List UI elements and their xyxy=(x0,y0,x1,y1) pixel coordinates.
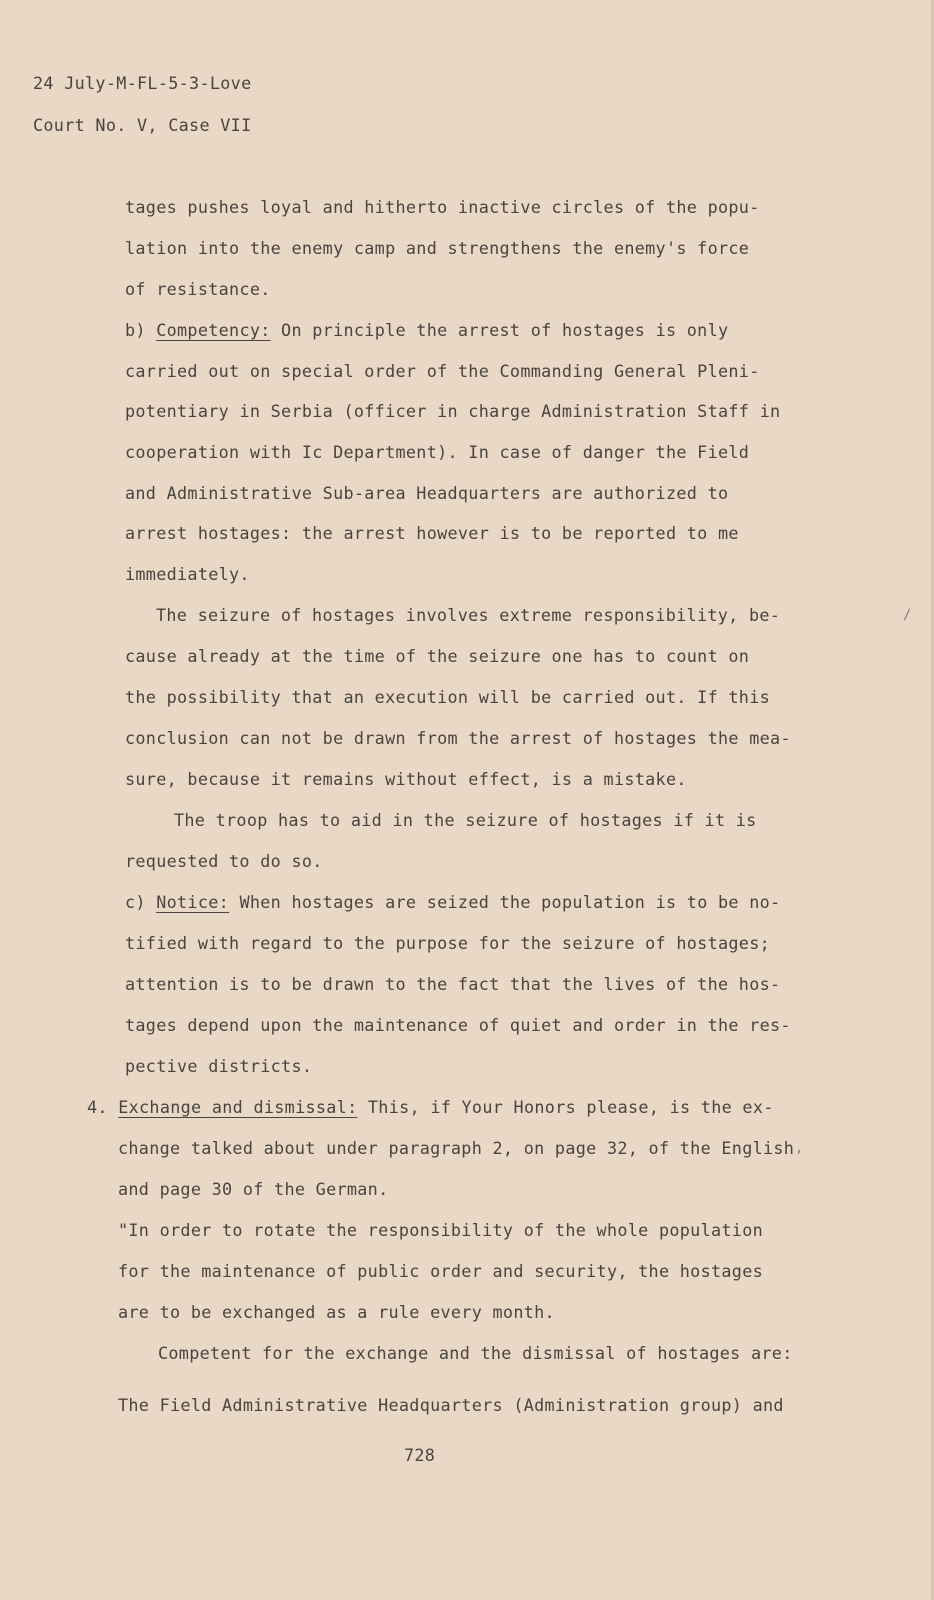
body-line: change talked about under paragraph 2, on page 32, of the English xyxy=(118,1138,795,1158)
body-line: cooperation with Ic Department). In case of danger the Field xyxy=(125,442,750,462)
body-line: The troop has to aid in the seizure of hostages if it is xyxy=(174,810,757,830)
item-4-prefix: 4. xyxy=(87,1097,119,1117)
section-b-heading: Competency: xyxy=(156,320,271,340)
body-line: are to be exchanged as a rule every month. xyxy=(118,1302,555,1322)
body-line: of resistance. xyxy=(125,279,271,299)
section-b-first-line xyxy=(125,319,728,341)
body-line: tages pushes loyal and hitherto inactive circles of the popu- xyxy=(125,197,760,217)
body-line: and page 30 of the German. xyxy=(118,1179,389,1199)
item-4-heading: Exchange and dismissal: xyxy=(118,1097,358,1117)
margin-mark: / xyxy=(903,607,912,623)
body-line: immediately. xyxy=(125,564,250,584)
item-4-first-line xyxy=(87,1096,774,1118)
body-line: sure, because it remains without effect, is a mistake. xyxy=(125,769,687,789)
body-line: arrest hostages: the arrest however is to be reported to me xyxy=(125,523,739,543)
body-line: "In order to rotate the responsibility of the whole population xyxy=(118,1220,763,1240)
body-line: requested to do so. xyxy=(125,851,323,871)
header-reference: 24 July-M-FL-5-3-Love xyxy=(33,73,252,93)
body-line: tages depend upon the maintenance of quiet and order in the res- xyxy=(125,1015,791,1035)
body-line: and Administrative Sub-area Headquarters are authorized to xyxy=(125,483,729,503)
body-line: tified with regard to the purpose for the seizure of hostages; xyxy=(125,933,770,953)
section-b-first-rest: On principle the arrest of hostages is only xyxy=(270,320,729,340)
body-line: lation into the enemy camp and strengthens the enemy's force xyxy=(125,238,750,258)
section-b-prefix: b) xyxy=(125,320,157,340)
margin-mark: , xyxy=(795,1140,804,1156)
section-c-first-line xyxy=(125,891,780,913)
body-line: cause already at the time of the seizure one has to count on xyxy=(125,646,750,666)
page-number: 728 xyxy=(404,1445,436,1465)
body-line: potentiary in Serbia (officer in charge Administration Staff in xyxy=(125,401,781,421)
section-c-prefix: c) xyxy=(125,892,157,912)
body-line: for the maintenance of public order and security, the hostages xyxy=(118,1261,763,1281)
body-line: The Field Administrative Headquarters (Administration group) and xyxy=(118,1395,784,1415)
body-line: conclusion can not be drawn from the arrest of hostages the mea- xyxy=(125,728,791,748)
section-c-heading: Notice: xyxy=(156,892,230,912)
body-line: The seizure of hostages involves extreme responsibility, be- xyxy=(156,605,781,625)
body-line: the possibility that an execution will be carried out. If this xyxy=(125,687,770,707)
item-4-first-rest: This, if Your Honors please, is the ex- xyxy=(357,1097,774,1117)
body-line: carried out on special order of the Commanding General Pleni- xyxy=(125,361,760,381)
body-line: pective districts. xyxy=(125,1056,313,1076)
header-court: Court No. V, Case VII xyxy=(33,115,252,135)
body-line: attention is to be drawn to the fact that the lives of the hos- xyxy=(125,974,781,994)
body-line: Competent for the exchange and the dismissal of hostages are: xyxy=(158,1343,793,1363)
section-c-first-rest: When hostages are seized the population is to be no- xyxy=(229,892,781,912)
